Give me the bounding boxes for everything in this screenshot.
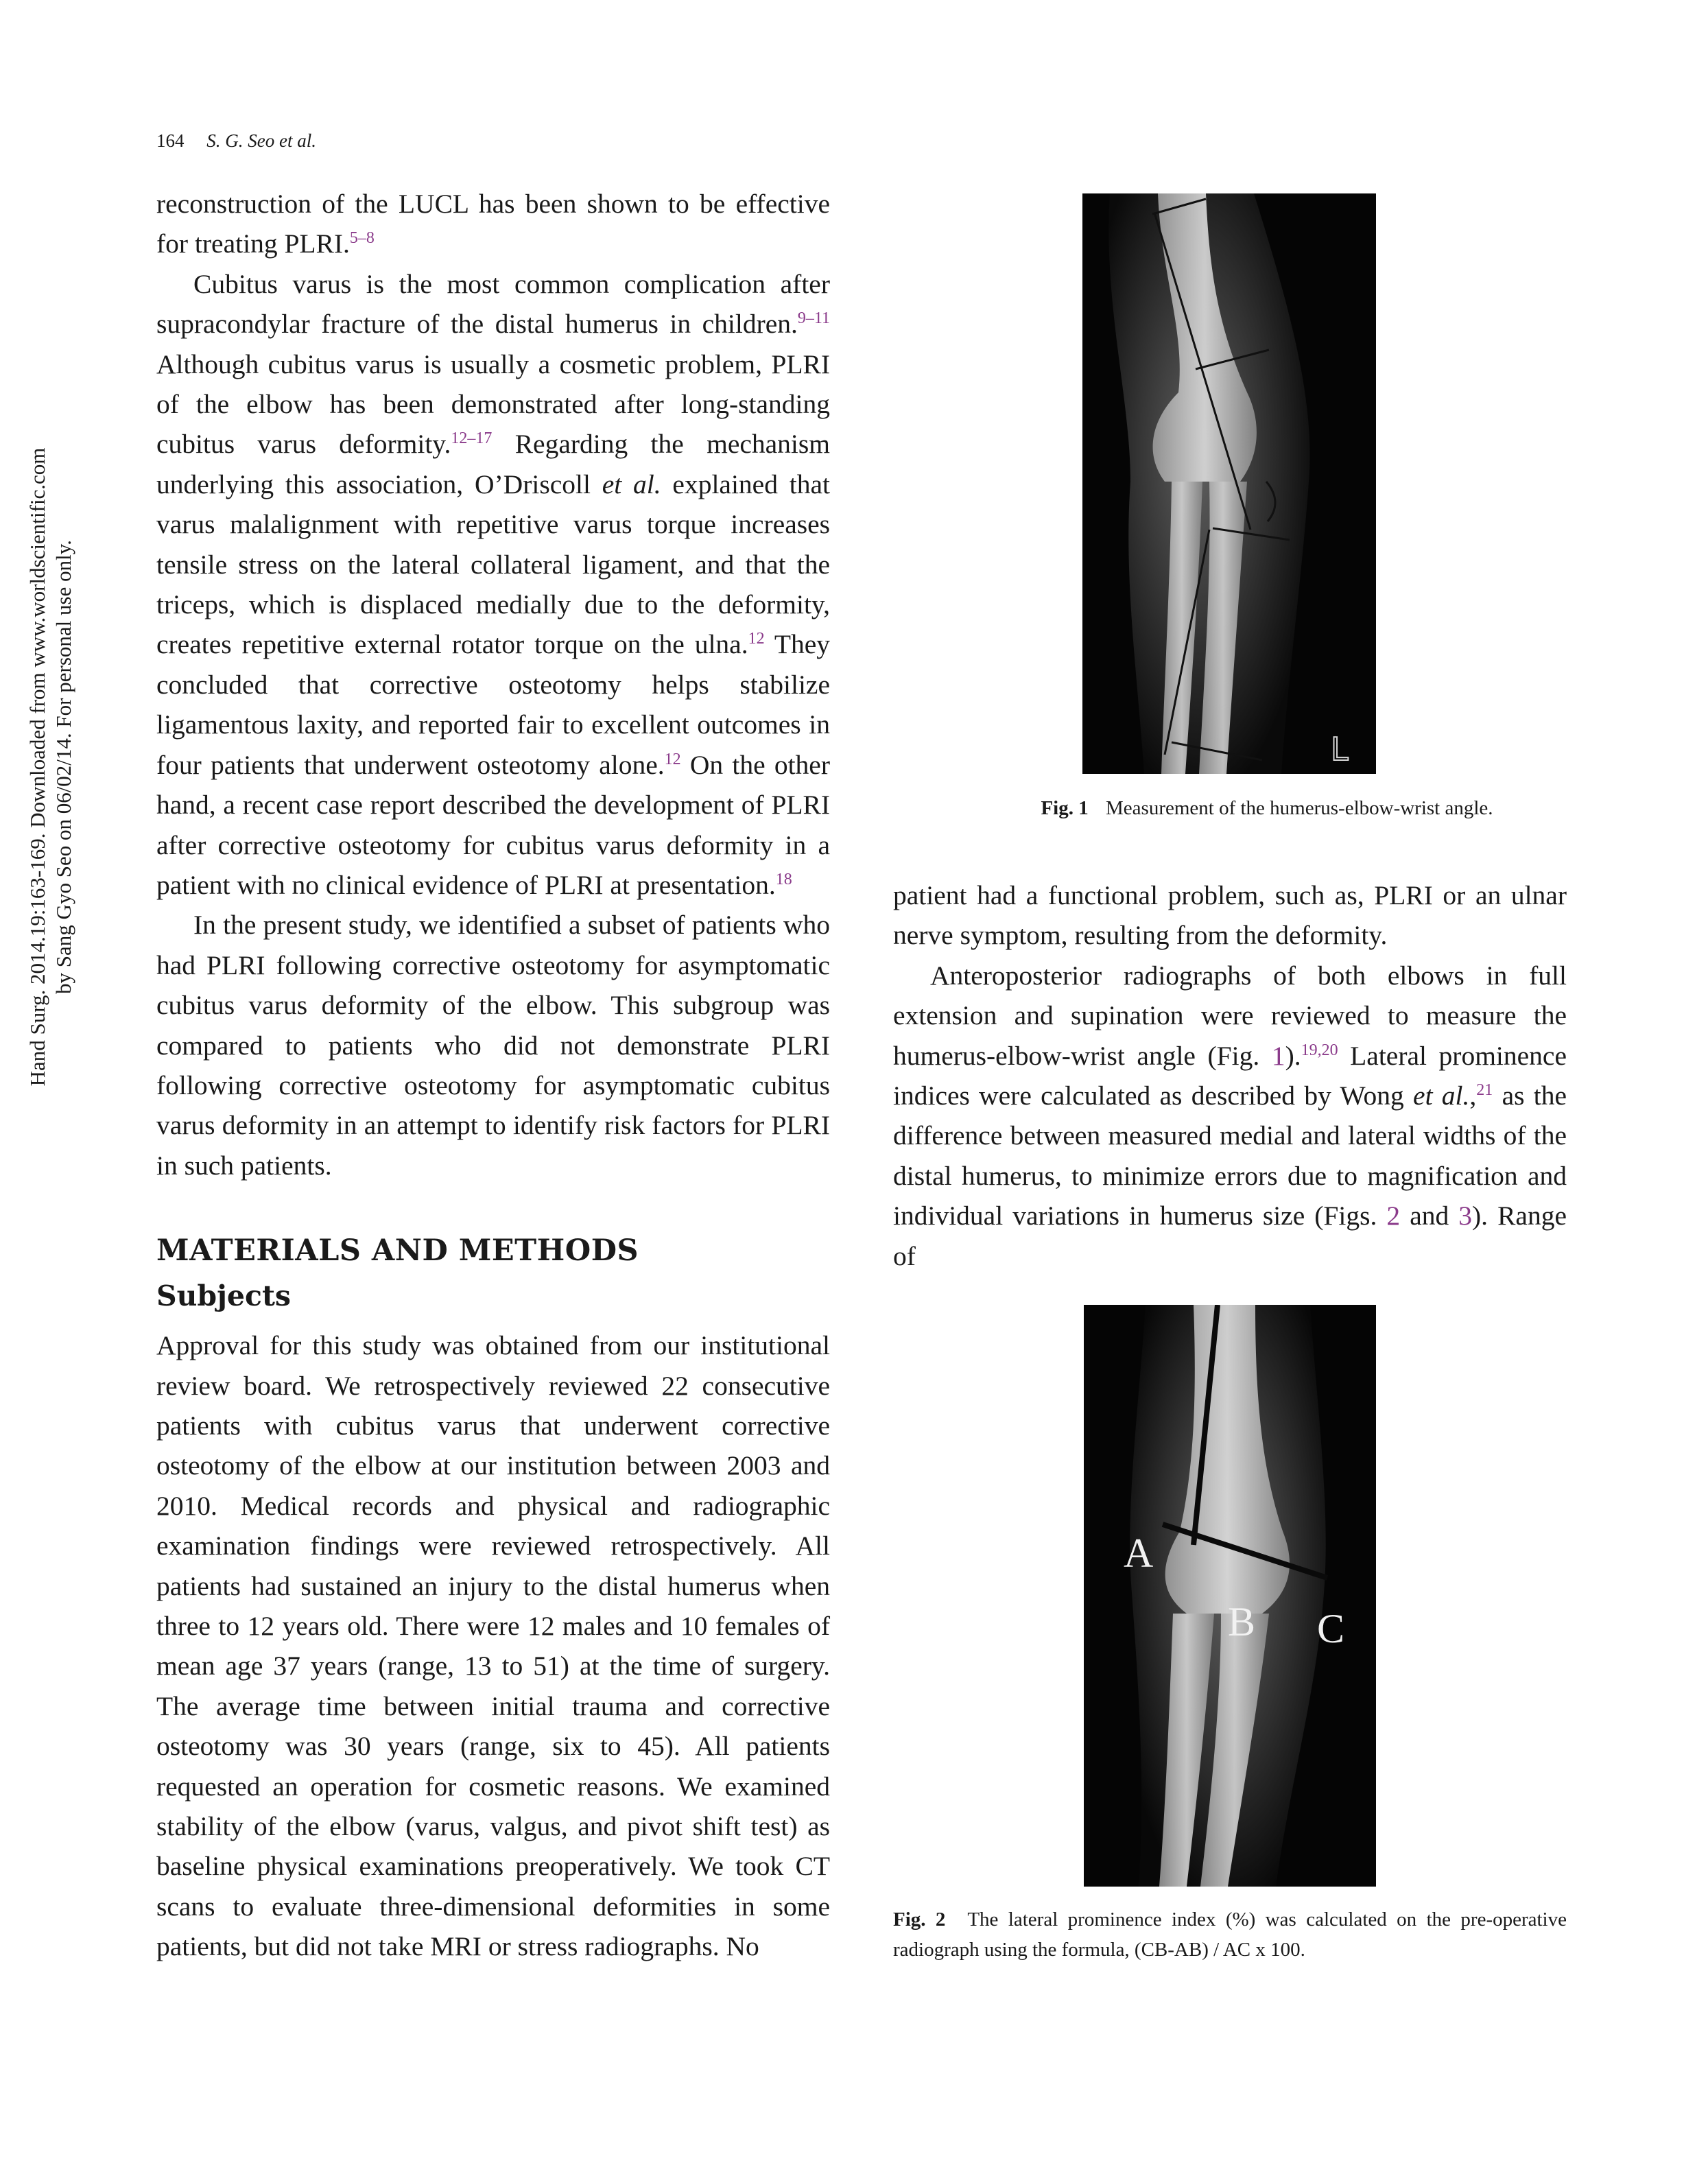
reference-link[interactable]: 12 <box>664 750 681 768</box>
download-note <box>25 424 77 1110</box>
download-note-line-1: Hand Surg. 2014.19:163-169. Downloaded from www.worldscientific.com <box>25 447 49 1087</box>
figure-1-label: Fig. 1 <box>1041 797 1089 819</box>
figure-link[interactable]: 3 <box>1458 1201 1473 1231</box>
download-note-line-2: by Sang Gyo Seo on 06/02/14. For personal use only. <box>51 540 75 994</box>
reference-link[interactable]: 9–11 <box>797 309 830 328</box>
figure-1-radiograph <box>1082 193 1376 774</box>
figure-link[interactable]: 2 <box>1386 1201 1401 1231</box>
figure-1-caption-text: Measurement of the humerus-elbow-wrist angle. <box>1106 797 1493 819</box>
reference-link[interactable]: 18 <box>775 870 792 888</box>
figure-link[interactable]: 1 <box>1271 1040 1285 1071</box>
right-column <box>893 875 1567 1276</box>
figure-2-caption-text: The lateral prominence index (%) was calculated on the pre-operative radiograph using the formula, (CB-AB) / AC x 100. <box>893 1909 1567 1961</box>
paragraph: patient had a functional problem, such as, PLRI or an ulnar nerve symptom, resulting from the deformity. <box>893 880 1567 951</box>
reference-link[interactable]: 21 <box>1476 1080 1493 1099</box>
paragraph: In the present study, we identified a subset of patients who had PLRI following corrective osteotomy for asymptomatic cubitus varus deformity of the elbow. This subgroup was compared to patients who did not demonstrate PLRI following corrective osteotomy for asymptomatic cubitus varus deformity in an attempt to identify risk factors for PLRI in such patients. <box>156 910 830 1181</box>
paragraph: Approval for this study was obtained from our institutional review board. We retrospectively reviewed 22 consecutive patients with cubitus varus that underwent corrective osteotomy of the elbow at our institution between 2003 and 2010. Medical records and physical and radiographic examination findings were reviewed retrospectively. All patients had sustained an injury to the distal humerus when three to 12 years old. There were 12 males and 10 females of mean age 37 years (range, 13 to 51) at the time of surgery. The average time between initial trauma and corrective osteotomy was 30 years (range, six to 45). All patients requested an operation for cosmetic reasons. We examined stability of the elbow (varus, valgus, and pivot shift test) as baseline physical examinations preoperatively. We took CT scans to evaluate three-dimensional deformities in some patients, but did not take MRI or stress radiographs. No <box>156 1330 830 1962</box>
figure-2-point-b: B <box>1228 1599 1256 1644</box>
running-authors: S. G. Seo et al. <box>206 130 316 151</box>
figure-1-caption <box>975 793 1558 823</box>
figure-2-radiograph <box>1084 1305 1376 1887</box>
figure-1-side-marker: L <box>1331 731 1349 768</box>
figure-2-point-c: C <box>1317 1606 1345 1651</box>
paragraph: Anteroposterior radiographs of both elbows in full extension and supination were reviewed to measure the humerus-elbow-wrist angle (Fig. 1).$^{19,20}$ Lateral prominence indices were calculated as described by Wong et al.,$^{21}$ as the difference between measured medial and lateral widths of the distal humerus, to minimize errors due to magnification and individual variations in humerus size (Figs. 2 and 3). Range of <box>893 960 1567 1271</box>
figure-2-caption <box>893 1904 1567 1965</box>
left-column <box>156 184 830 1967</box>
paragraph: reconstruction of the LUCL has been shown to be effective for treating PLRI.$^{5-8}$ <box>156 189 830 259</box>
running-header <box>156 130 316 152</box>
figure-2-point-a: A <box>1124 1531 1154 1576</box>
reference-link[interactable]: 12 <box>748 630 765 648</box>
paragraph: Cubitus varus is the most common complication after supracondylar fracture of the distal humerus in children.$^{9-11}$ Although cubitus varus is usually a cosmetic problem, PLRI of the elbow has been demonstrated after long-standing cubitus varus deformity.$^{12-17}$ Regarding the mechanism underlying this association, O’Driscoll et al. explained that varus malalignment with repetitive varus torque increases tensile stress on the lateral collateral ligament, and that the triceps, which is displaced medially due to the deformity, creates repetitive external rotator torque on the ulna.$^{12}$ They concluded that corrective osteotomy helps stabilize ligamentous laxity, and reported fair to excellent outcomes in four patients that underwent osteotomy alone.$^{12}$ On the other hand, a recent case report described the development of PLRI after corrective osteotomy for cubitus varus deformity in a patient with no clinical evidence of PLRI at presentation.$^{18}$ <box>156 268 831 900</box>
reference-link[interactable]: 12–17 <box>451 429 493 448</box>
page-number: 164 <box>156 130 185 151</box>
section-heading: MATERIALS AND METHODS <box>156 1233 639 1268</box>
figure-2-label: Fig. 2 <box>893 1909 946 1930</box>
reference-link[interactable]: 19,20 <box>1301 1041 1338 1059</box>
subsection-heading: Subjects <box>156 1279 291 1313</box>
reference-link[interactable]: 5–8 <box>349 229 375 248</box>
